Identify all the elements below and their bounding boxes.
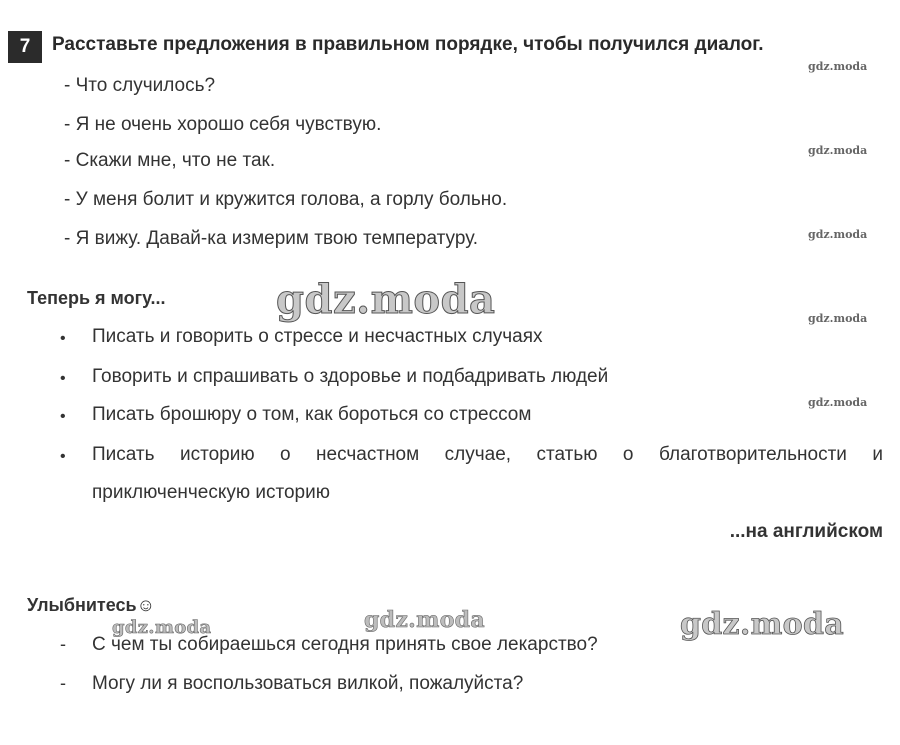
watermark-logo: gdz.moda xyxy=(808,396,868,409)
watermark-logo: gdz.moda xyxy=(808,228,868,241)
watermark-logo: gdz.moda xyxy=(808,144,868,157)
watermark-logo: gdz.moda xyxy=(112,617,212,638)
smile-item-1: С чем ты собираешься сегодня принять свое лекарство? xyxy=(92,634,598,655)
dialogue-line-1: - Что случилось? xyxy=(64,75,216,96)
watermark-logo: gdz.moda xyxy=(276,276,496,323)
can-do-title: Теперь я могу... xyxy=(27,288,166,308)
watermark-logo: gdz.moda xyxy=(364,607,485,633)
can-do-item-2: Говорить и спрашивать о здоровье и подбадривать людей xyxy=(92,366,609,387)
bullet-icon: • xyxy=(60,408,66,425)
dialogue-line-5: - Я вижу. Давай-ка измерим твою температуру. xyxy=(64,228,479,249)
can-do-item-3: Писать брошюру о том, как бороться со стрессом xyxy=(92,404,532,425)
dash-marker: - xyxy=(60,673,66,693)
dash-marker: - xyxy=(60,634,66,654)
bullet-icon: • xyxy=(60,370,66,387)
dialogue-line-2: - Я не очень хорошо себя чувствую. xyxy=(64,114,382,135)
dialogue-line-4: - У меня болит и кружится голова, а горлу больно. xyxy=(64,189,508,210)
can-do-item-4: Писать историю о несчастном случае, статью о благотворительности и xyxy=(92,444,883,465)
can-do-item-1: Писать и говорить о стрессе и несчастных случаях xyxy=(92,326,543,347)
smile-title: Улыбнитесь☺ xyxy=(27,595,155,615)
bullet-icon: • xyxy=(60,330,66,347)
watermark-logo: gdz.moda xyxy=(680,607,845,642)
watermark-logo: gdz.moda xyxy=(808,60,868,73)
watermark-logo: gdz.moda xyxy=(808,312,868,325)
task-number-badge: 7 xyxy=(8,31,42,63)
can-do-suffix: ...на английском xyxy=(729,521,883,542)
bullet-icon: • xyxy=(60,448,66,465)
smile-item-2: Могу ли я воспользоваться вилкой, пожалуйста? xyxy=(92,673,524,694)
dialogue-line-3: - Скажи мне, что не так. xyxy=(64,150,276,171)
can-do-item-4-continued: приключенческую историю xyxy=(92,482,330,503)
task-title: Расставьте предложения в правильном порядке, чтобы получился диалог. xyxy=(52,34,764,55)
